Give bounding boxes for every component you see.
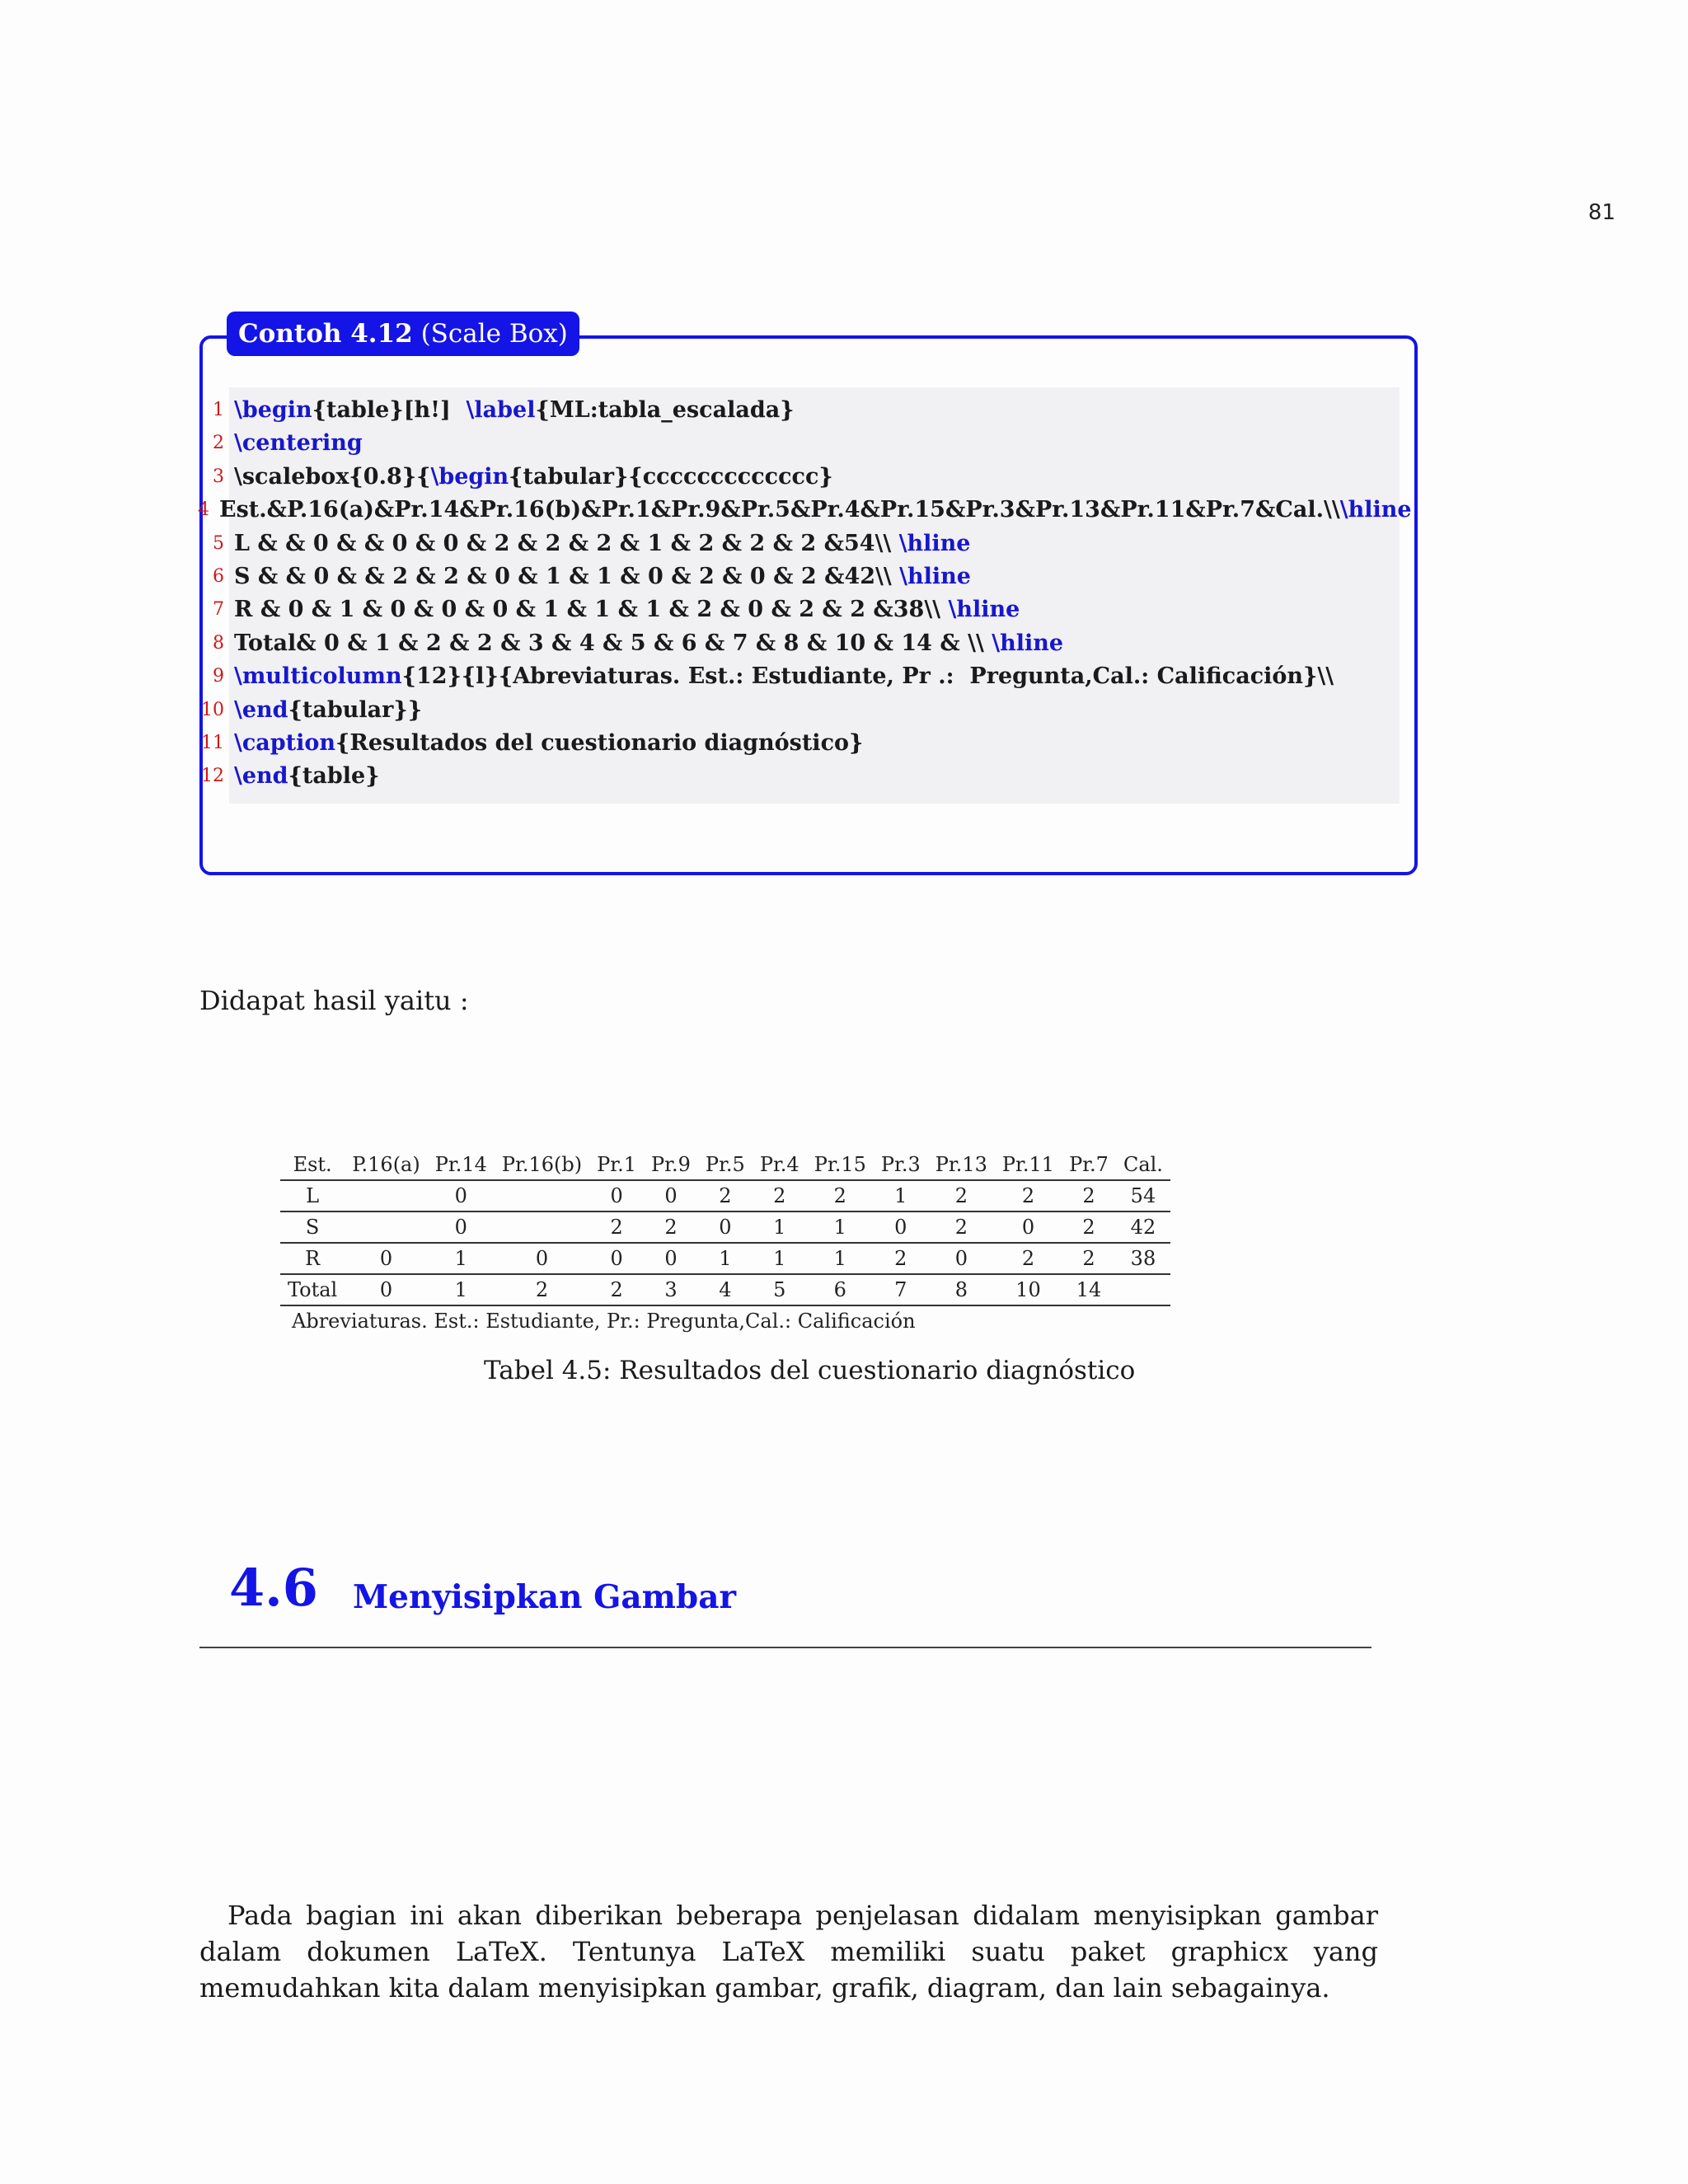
code-line xyxy=(198,394,1401,427)
code-text: R & 0 & 1 & 0 & 0 & 0 & 1 & 1 & 1 & 2 & 0 & 2 & 2 &38\\ xyxy=(234,597,949,623)
table-row xyxy=(280,1243,1170,1274)
table-cell: 2 xyxy=(1062,1180,1116,1212)
intro-text: Didapat hasil yaitu : xyxy=(199,985,469,1016)
table-cell: L xyxy=(280,1180,345,1212)
table-cell: 38 xyxy=(1116,1243,1170,1274)
table-cell: 2 xyxy=(995,1243,1062,1274)
table-cell: 2 xyxy=(874,1243,928,1274)
table-row xyxy=(280,1212,1170,1243)
table-cell: 1 xyxy=(753,1243,807,1274)
code-text: Est.&P.16(a)&Pr.14&Pr.16(b)&Pr.1&Pr.9&Pr.5&Pr.4&Pr.15&Pr.3&Pr.13&Pr.11&Pr.7&Cal.\\ xyxy=(219,497,1340,523)
code-text: {12}{l}{Abreviaturas. Est.: Estudiante, Pr .: Pregunta,Cal.: Calificación}\\ xyxy=(401,663,1334,690)
code-keyword: \begin xyxy=(234,397,312,423)
code-listing xyxy=(198,394,1412,794)
code-keyword: \label xyxy=(466,397,536,423)
code-line xyxy=(198,627,1401,660)
table-cell xyxy=(1116,1274,1170,1305)
code-keyword: \hline xyxy=(898,530,971,556)
table-cell: 0 xyxy=(928,1243,995,1274)
code-keyword: \hline xyxy=(948,597,1020,623)
table-cell: 1 xyxy=(874,1180,928,1212)
table-cell: Total xyxy=(280,1274,345,1305)
table-cell: 0 xyxy=(345,1274,428,1305)
code-text: S & & 0 & & 2 & 2 & 0 & 1 & 1 & 0 & 2 & 0 & 2 &42\\ xyxy=(234,563,900,589)
line-number: 5 xyxy=(213,532,224,554)
code-text: L & & 0 & & 0 & 0 & 2 & 2 & 2 & 1 & 2 & 2 & 2 &54\\ xyxy=(234,530,899,556)
line-number: 4 xyxy=(198,499,209,521)
table-cell: 0 xyxy=(589,1243,644,1274)
code-keyword: \centering xyxy=(234,430,363,457)
table-cell: 2 xyxy=(589,1212,644,1243)
code-text: Total& 0 & 1 & 2 & 2 & 3 & 4 & 5 & 6 & 7 & 8 & 10 & 14 & \\ xyxy=(234,630,992,656)
example-label: Contoh 4.12 xyxy=(238,319,413,349)
line-number: 9 xyxy=(213,666,224,687)
table-cell: 8 xyxy=(928,1274,995,1305)
section-number: 4.6 xyxy=(229,1558,318,1618)
table-cell: 0 xyxy=(644,1243,698,1274)
table-cell: 2 xyxy=(495,1274,589,1305)
code-line xyxy=(198,560,1401,593)
line-number: 2 xyxy=(213,433,224,454)
code-line xyxy=(198,727,1401,760)
code-keyword: \hline xyxy=(1339,497,1412,523)
table-row xyxy=(280,1274,1170,1305)
code-line xyxy=(198,660,1401,693)
table-header-cell: Pr.13 xyxy=(928,1150,995,1180)
table-cell: 0 xyxy=(428,1212,495,1243)
latex-logo: LaTeX xyxy=(721,1936,805,1967)
code-line xyxy=(198,760,1401,793)
table-header-cell: Est. xyxy=(280,1150,345,1180)
table-cell: 6 xyxy=(807,1274,874,1305)
table-header-cell: Pr.5 xyxy=(698,1150,753,1180)
table-caption: Tabel 4.5: Resultados del cuestionario diagnóstico xyxy=(484,1356,1136,1385)
table-cell: 0 xyxy=(874,1212,928,1243)
code-line xyxy=(198,461,1401,494)
table-header-cell: P.16(a) xyxy=(345,1150,428,1180)
table-header-cell: Pr.7 xyxy=(1062,1150,1116,1180)
table-cell: 7 xyxy=(874,1274,928,1305)
table-cell: 2 xyxy=(928,1180,995,1212)
table-row xyxy=(280,1180,1170,1212)
paragraph-text-2: . Tentunya xyxy=(538,1936,722,1967)
table-header-cell: Pr.15 xyxy=(807,1150,874,1180)
code-line xyxy=(198,494,1412,527)
paragraph-text-1: Pada bagian ini akan diberikan beberapa penjelasan didalam menyisipkan gambar dalam dokumen xyxy=(199,1900,1378,1967)
table-cell: R xyxy=(280,1243,345,1274)
table-note-row xyxy=(280,1305,1170,1336)
table-header-row xyxy=(280,1150,1170,1180)
table-cell: 2 xyxy=(753,1180,807,1212)
code-line xyxy=(198,593,1401,626)
table-cell xyxy=(495,1180,589,1212)
table-cell: S xyxy=(280,1212,345,1243)
table-cell: 2 xyxy=(644,1212,698,1243)
code-text: {tabular}} xyxy=(288,696,423,723)
code-line xyxy=(198,427,1401,460)
page-number: 81 xyxy=(1587,200,1615,225)
table-note: Abreviaturas. Est.: Estudiante, Pr.: Pregunta,Cal.: Calificación xyxy=(292,1310,916,1333)
body-paragraph xyxy=(199,1897,1378,2006)
line-number: 8 xyxy=(213,632,224,654)
table-header-cell: Cal. xyxy=(1116,1150,1170,1180)
table-cell: 2 xyxy=(928,1212,995,1243)
example-subtitle: (Scale Box) xyxy=(420,319,568,349)
code-line xyxy=(198,694,1401,727)
code-keyword: \hline xyxy=(899,563,971,589)
table-cell: 5 xyxy=(753,1274,807,1305)
line-number: 1 xyxy=(213,400,224,420)
table-cell: 10 xyxy=(995,1274,1062,1305)
table-cell: 2 xyxy=(698,1180,753,1212)
table-cell: 0 xyxy=(428,1180,495,1212)
table-cell: 0 xyxy=(589,1180,644,1212)
code-keyword: \begin xyxy=(430,463,509,490)
line-number: 7 xyxy=(213,599,224,621)
table-cell: 54 xyxy=(1116,1180,1170,1212)
section-rule xyxy=(199,1647,1372,1648)
example-title xyxy=(227,312,579,356)
line-number: 3 xyxy=(213,466,224,487)
table-cell xyxy=(495,1212,589,1243)
table-cell: 2 xyxy=(589,1274,644,1305)
table-cell: 0 xyxy=(698,1212,753,1243)
table-cell xyxy=(345,1212,428,1243)
code-keyword: \hline xyxy=(992,630,1064,656)
table-cell: 2 xyxy=(1062,1243,1116,1274)
line-number: 11 xyxy=(201,732,224,753)
table-header-cell: Pr.1 xyxy=(589,1150,644,1180)
table-header-cell: Pr.11 xyxy=(995,1150,1062,1180)
latex-logo: LaTeX xyxy=(455,1936,539,1967)
table-cell: 1 xyxy=(807,1212,874,1243)
code-text: {Resultados del cuestionario diagnóstico} xyxy=(335,729,864,756)
table-cell xyxy=(345,1180,428,1212)
table-cell: 0 xyxy=(644,1180,698,1212)
code-keyword: \caption xyxy=(234,729,336,756)
table-cell: 1 xyxy=(428,1243,495,1274)
table-cell: 0 xyxy=(995,1212,1062,1243)
table-header-cell: Pr.16(b) xyxy=(495,1150,589,1180)
table-header-cell: Pr.9 xyxy=(644,1150,698,1180)
code-line xyxy=(198,527,1401,560)
code-keyword: \end xyxy=(234,763,288,790)
table-header-cell: Pr.14 xyxy=(428,1150,495,1180)
table-header-cell: Pr.3 xyxy=(874,1150,928,1180)
table-cell: 4 xyxy=(698,1274,753,1305)
table-cell: 2 xyxy=(995,1180,1062,1212)
table-cell: 1 xyxy=(753,1212,807,1243)
section-title: Menyisipkan Gambar xyxy=(353,1578,737,1616)
table-header-cell: Pr.4 xyxy=(753,1150,807,1180)
paragraph-text-3: memiliki suatu paket graphicx yang memudahkan kita dalam menyisipkan gambar, grafik, diagram, dan lain sebagainya. xyxy=(199,1936,1379,2004)
code-keyword: \multicolumn xyxy=(234,663,402,690)
table-cell: 0 xyxy=(495,1243,589,1274)
code-text: {ML:tabla_escalada} xyxy=(535,397,795,423)
code-text: \scalebox{0.8}{ xyxy=(234,463,431,490)
results-table-wrapper xyxy=(280,1150,1170,1336)
code-text: {table}[h!] xyxy=(312,397,467,423)
code-text: {tabular}{ccccccccccccc} xyxy=(509,463,833,490)
table-cell: 3 xyxy=(644,1274,698,1305)
table-cell: 14 xyxy=(1062,1274,1116,1305)
table-cell: 2 xyxy=(807,1180,874,1212)
line-number: 12 xyxy=(201,766,224,787)
code-text: {table} xyxy=(288,763,380,790)
line-number: 10 xyxy=(201,699,224,720)
results-table xyxy=(280,1150,1170,1336)
table-cell: 1 xyxy=(428,1274,495,1305)
table-cell: 2 xyxy=(1062,1212,1116,1243)
code-keyword: \end xyxy=(234,696,288,723)
line-number: 6 xyxy=(213,565,224,587)
table-cell: 1 xyxy=(807,1243,874,1274)
table-cell: 1 xyxy=(698,1243,753,1274)
table-cell: 42 xyxy=(1116,1212,1170,1243)
table-cell: 0 xyxy=(345,1243,428,1274)
